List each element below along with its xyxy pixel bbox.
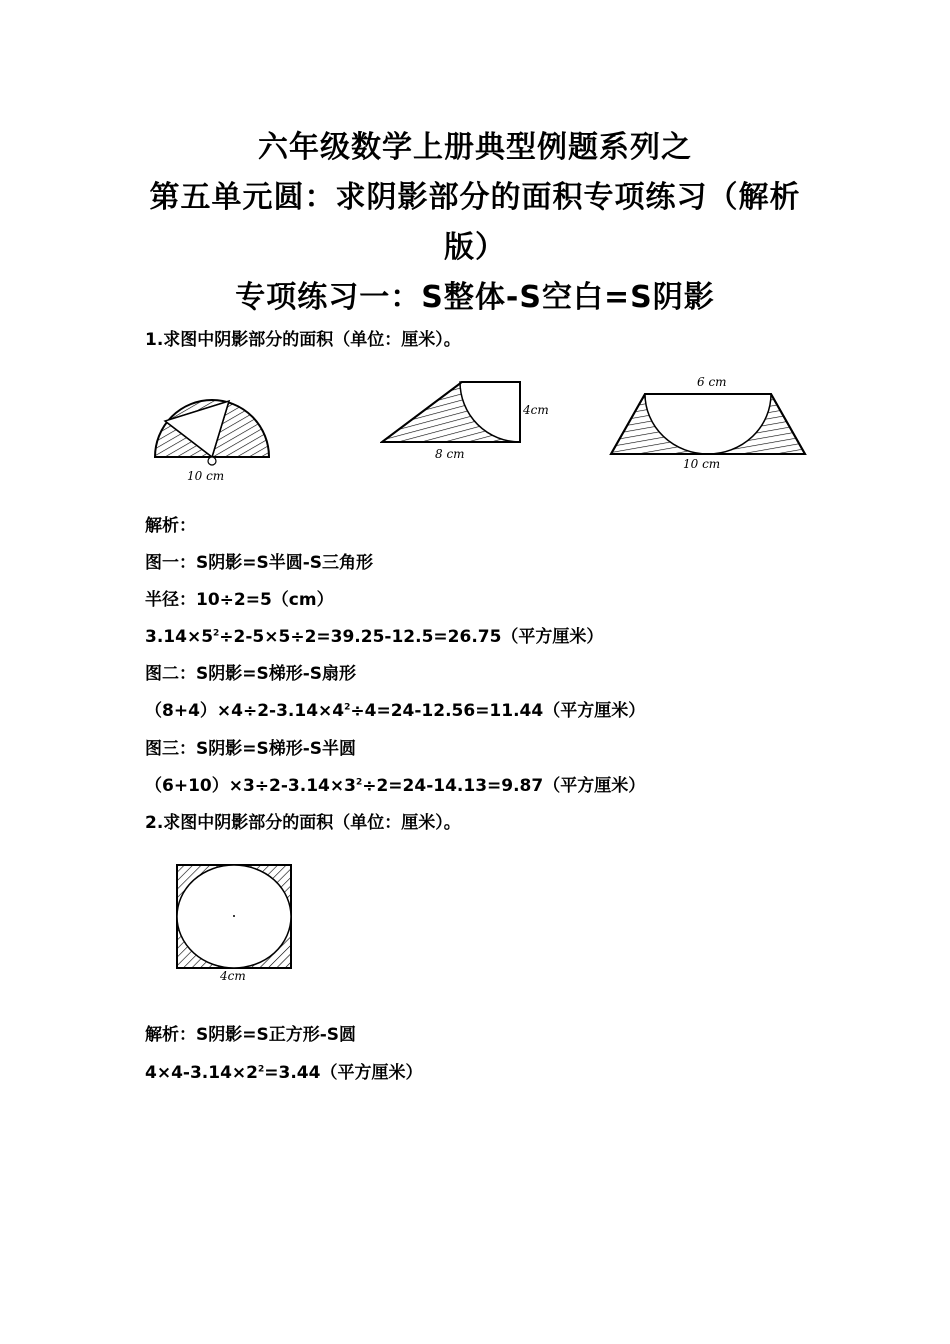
figure-2-trapezoid	[380, 372, 560, 472]
figure-2-bottom-label: 8 cm	[435, 447, 465, 461]
q2-solution-calculation: $4\times 4-3.14\times 2^2=3.44$（平方厘米）	[145, 1063, 423, 1083]
page-title-line3: 版）	[444, 230, 506, 265]
question-1-prompt: 1.求图中阴影部分的面积（单位：厘米）。	[145, 330, 461, 350]
fig1-formula: 图一：S阴影=S半圆-S三角形	[145, 553, 374, 573]
figure-2-side-label: 4cm	[523, 403, 549, 417]
fig2-formula: 图二：S阴影=S梯形-S扇形	[145, 664, 357, 684]
fig2-calculation: $(8+4)\times 4\div 2-3.14\times 4^2\div 4=24-12.56=11.44$（平方厘米）	[145, 701, 646, 721]
figure-3-trapezoid	[605, 368, 815, 478]
question-2-prompt: 2.求图中阴影部分的面积（单位：厘米）。	[145, 813, 461, 833]
figure-4-label: 4cm	[220, 969, 246, 983]
figure-3-top-label: 6 cm	[697, 375, 727, 389]
figure-1-semicircle	[145, 385, 285, 485]
figure-1-label: 10 cm	[187, 469, 225, 483]
fig1-calculation: $3.14\times 5^2\div 2-5\times 5\div 2=39.25-12.5=26.75$（平方厘米）	[145, 627, 604, 647]
fig3-calculation: $(6+10)\times 3\div 2-3.14\times 3^2\div 2=24-14.13=9.87$（平方厘米）	[145, 776, 646, 796]
page-title-line1: 六年级数学上册典型例题系列之	[258, 130, 692, 165]
q2-solution-formula: 解析：S阴影=S正方形-S圆	[145, 1025, 357, 1045]
section-title: 专项练习一：S整体-S空白=S阴影	[235, 280, 715, 315]
solution-heading: 解析：	[145, 516, 196, 536]
figure-3-bottom-label: 10 cm	[683, 457, 721, 471]
figure-4-square-circle	[172, 860, 302, 985]
page-title-line2: 第五单元圆：求阴影部分的面积专项练习（解析	[149, 180, 801, 215]
fig1-radius: 半径：10÷2=5（cm）	[145, 590, 334, 610]
fig3-formula: 图三：S阴影=S梯形-S半圆	[145, 739, 357, 759]
